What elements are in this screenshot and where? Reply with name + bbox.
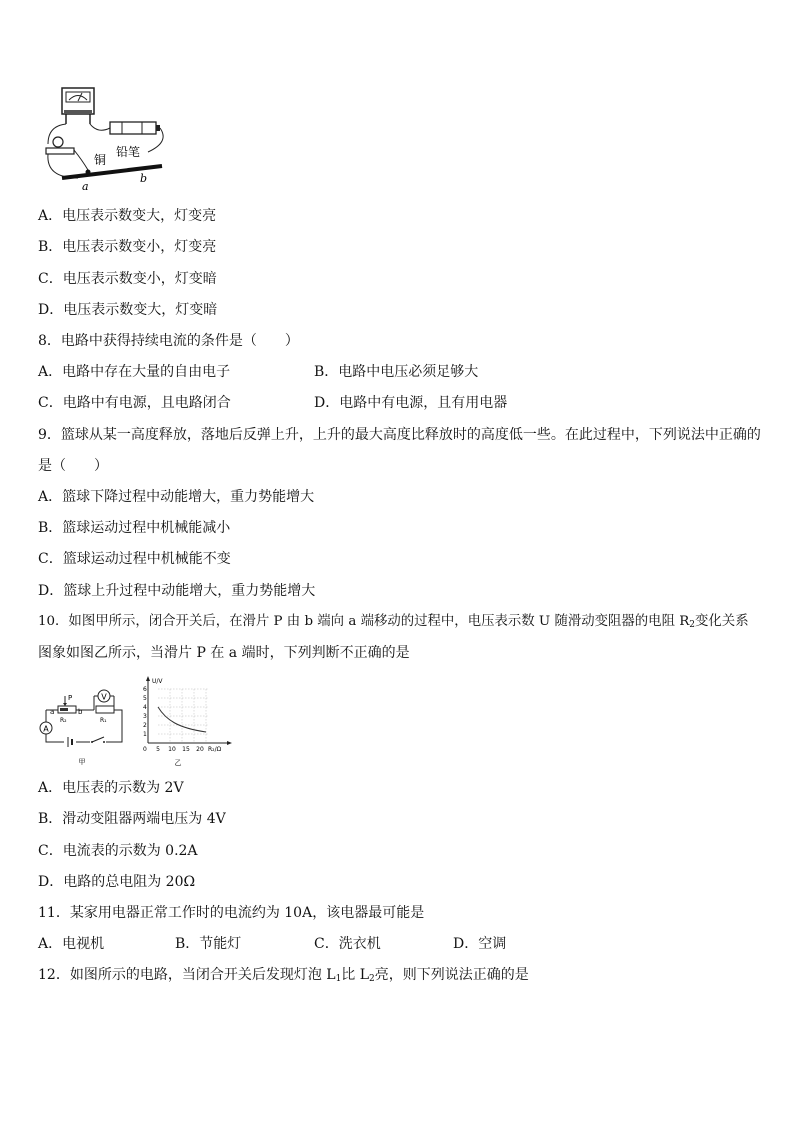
svg-text:4: 4 — [143, 704, 147, 711]
q7-option-d: D．电压表示数变大，灯变暗 — [38, 302, 218, 318]
svg-text:10: 10 — [168, 746, 176, 753]
q8-option-b: B．电路中电压必须足够大 — [314, 364, 479, 380]
figure-circuit-jia — [36, 684, 128, 770]
q10-option-c: C．电流表的示数为 0.2A — [38, 843, 198, 859]
svg-text:15: 15 — [182, 746, 190, 753]
svg-text:3: 3 — [143, 713, 147, 720]
svg-text:20: 20 — [196, 746, 204, 753]
q9-option-b: B．篮球运动过程中机械能减小 — [38, 520, 231, 536]
u-r-graph — [138, 674, 238, 770]
lamp-icon — [46, 148, 74, 154]
q11-stem: 11．某家用电器正常工作时的电流约为 10A，该电器最可能是 — [38, 905, 425, 921]
q9-stem-line2: 是（ ） — [38, 458, 108, 474]
resistor-symbol — [96, 706, 114, 713]
q11-option-a: A．电视机 — [38, 936, 105, 952]
caption-jia: 甲 — [78, 758, 86, 766]
figure-voltmeter-pencil — [38, 82, 178, 192]
figure-graph-yi — [138, 674, 238, 770]
graph-xlabel: R₂/Ω — [208, 746, 222, 753]
svg-text:6: 6 — [143, 686, 147, 693]
q12-stem: 12．如图所示的电路，当闭合开关后发现灯泡 $L_1$比 $L_2$亮，则下列说法正确的是 — [38, 967, 529, 984]
graph-ylabel: U/V — [152, 678, 163, 685]
q10-option-d: D．电路的总电阻为 20Ω — [38, 874, 196, 890]
svg-text:5: 5 — [143, 695, 147, 702]
q9-option-a: A．篮球下降过程中动能增大，重力势能增大 — [38, 489, 315, 505]
svg-text:V: V — [101, 692, 107, 702]
q9-option-c: C．篮球运动过程中机械能不变 — [38, 551, 231, 567]
q9-option-d: D．篮球上升过程中动能增大，重力势能增大 — [38, 583, 316, 599]
q8-option-c: C．电路中有电源，且电路闭合 — [38, 395, 231, 411]
q7-option-c: C．电压表示数变小，灯变暗 — [38, 271, 217, 287]
svg-text:a: a — [50, 708, 55, 716]
svg-text:0: 0 — [143, 746, 147, 753]
label-copper: 铜 — [94, 153, 107, 167]
circuit-sketch — [38, 82, 178, 192]
q9-stem-line1: 9．篮球从某一高度释放，落地后反弹上升，上升的最大高度比释放时的高度低一些。在此过程中，下列说法中正确的 — [38, 427, 761, 443]
label-lead: 铅笔 — [116, 145, 141, 159]
q7-option-a: A．电压表示数变大，灯变亮 — [38, 208, 217, 224]
label-a: a — [82, 180, 89, 192]
svg-text:1: 1 — [143, 731, 147, 738]
q10-option-b: B．滑动变阻器两端电压为 4V — [38, 811, 226, 827]
label-b: b — [140, 172, 148, 185]
q10-stem-line1: 10．如图甲所示，闭合开关后，在滑片 P 由 b 端向 a 端移动的过程中，电压表示数 U 随滑动变阻器的电阻 $R_2$变化关系 — [38, 614, 749, 630]
svg-text:R₁: R₁ — [100, 717, 107, 724]
svg-text:b: b — [78, 708, 83, 716]
svg-text:5: 5 — [156, 746, 160, 753]
q8-option-a: A．电路中存在大量的自由电子 — [38, 364, 231, 380]
q11-option-b: B．节能灯 — [175, 936, 242, 952]
caption-yi: 乙 — [174, 759, 182, 767]
svg-text:P: P — [68, 694, 73, 702]
q8-option-d: D．电路中有电源，且有用电器 — [314, 395, 508, 411]
q11-option-d: D．空调 — [453, 936, 507, 952]
q10-option-a: A．电压表的示数为 2V — [38, 780, 184, 796]
q8-stem: 8．电路中获得持续电流的条件是（ ） — [38, 333, 299, 349]
battery-icon — [110, 122, 156, 134]
svg-text:A: A — [43, 724, 49, 734]
svg-text:2: 2 — [143, 722, 147, 729]
q7-option-b: B．电压表示数变小，灯变亮 — [38, 239, 217, 255]
svg-text:R₂: R₂ — [60, 717, 67, 724]
q11-option-c: C．洗衣机 — [314, 936, 381, 952]
q10-stem-line2: 图象如图乙所示，当滑片 P 在 a 端时，下列判断不正确的是 — [38, 645, 410, 661]
